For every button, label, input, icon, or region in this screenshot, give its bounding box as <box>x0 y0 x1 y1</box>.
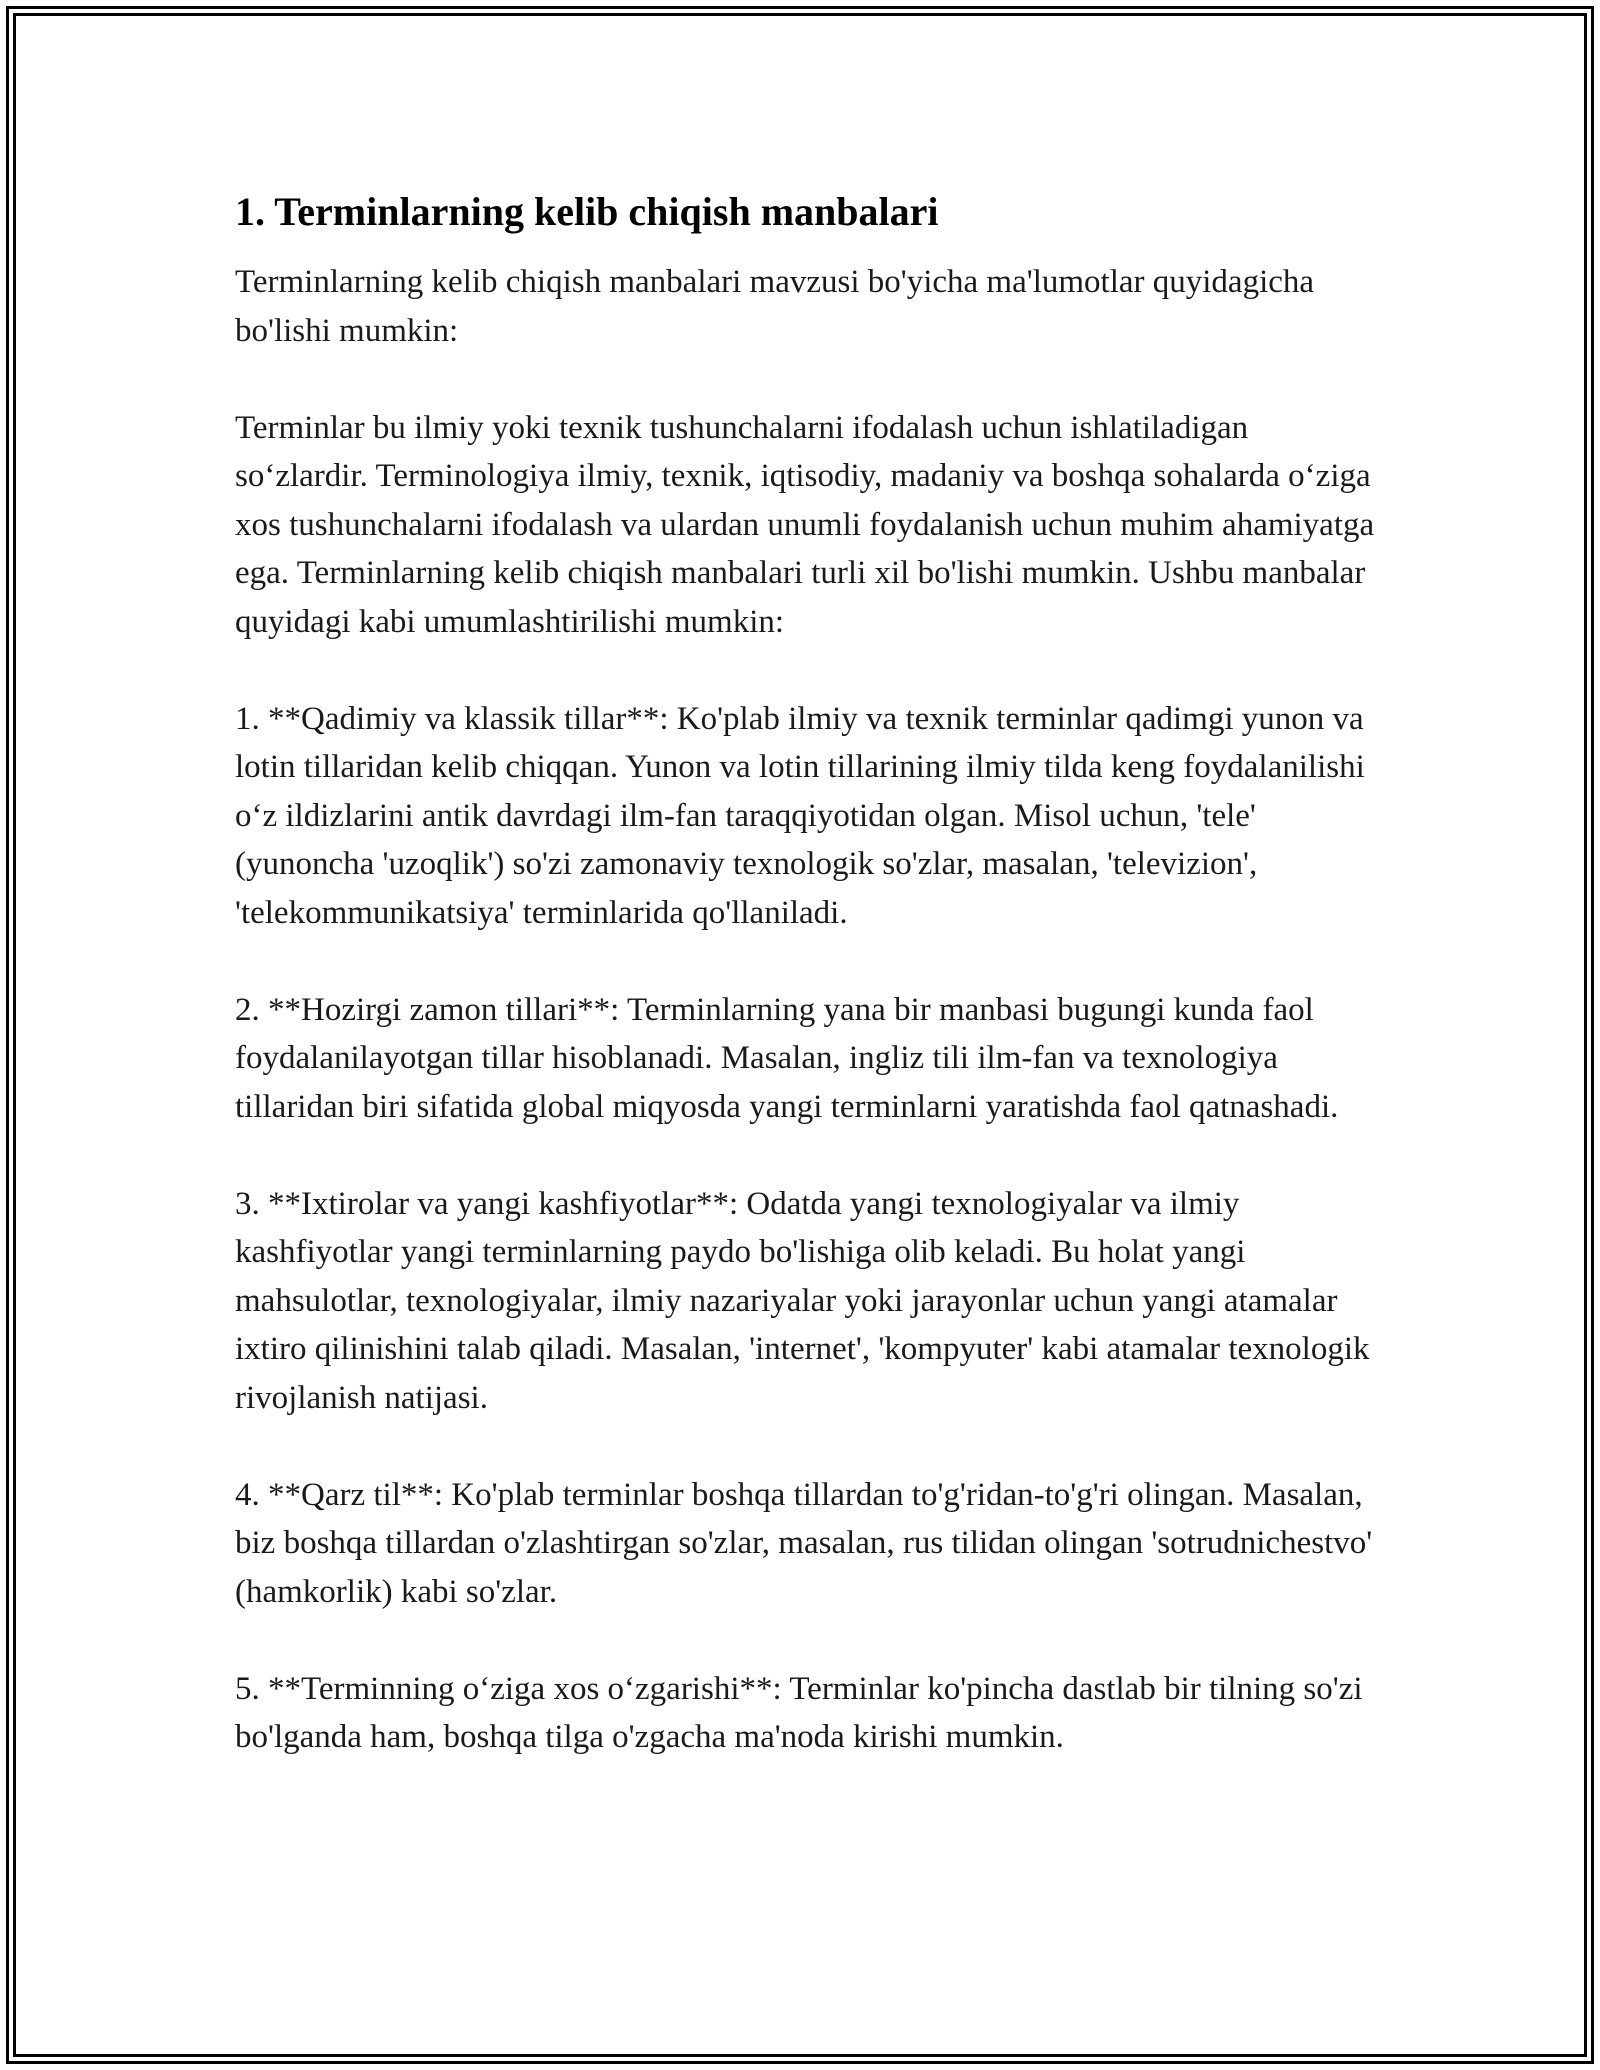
list-item-modern-languages: 2. **Hozirgi zamon tillari**: Terminlarning yana bir manbasi bugungi kunda faol foydalanilayotgan tillar hisoblanadi. Masalan, ingliz tili ilm-fan va texnologiya tillaridan biri sifatida global miqyosda yangi terminlarni yaratishda faol qatnashadi. <box>235 991 1339 1125</box>
definition-paragraph: Terminlar bu ilmiy yoki texnik tushunchalarni ifodalash uchun ishlatiladigan so‘zlardir. Terminologiya ilmiy, texnik, iqtisodiy, madaniy va boshqa sohalarda o‘ziga xos tushunchalarni ifodalash va ulardan unumli foydalanish uchun muhim ahamiyatga ega. Terminlarning kelib chiqish manbalari turli xil bo'lishi mumkin. Ushbu manbalar quyidagi kabi umumlashtirilishi mumkin: <box>235 409 1375 640</box>
section-title: 1. Terminlarning kelib chiqish manbalari <box>235 189 939 234</box>
list-item-borrowed-language: 4. **Qarz til**: Ko'plab terminlar boshqa tillardan to'g'ridan-to'g'ri olingan. Masalan, biz boshqa tillardan o'zlashtirgan so'zlar, masalan, rus tilidan olingan 'sotrudnichestvo' (hamkorlik) kabi so'zlar. <box>235 1476 1373 1610</box>
list-item-term-change: 5. **Terminning o‘ziga xos o‘zgarishi**: Terminlar ko'pincha dastlab bir tilning so'zi bo'lganda ham, boshqa tilga o'zgacha ma'noda kirishi mumkin. <box>235 1670 1363 1755</box>
list-item-ancient-languages: 1. **Qadimiy va klassik tillar**: Ko'plab ilmiy va texnik terminlar qadimgi yunon va lotin tillaridan kelib chiqqan. Yunon va lotin tillarining ilmiy tilda keng foydalanilishi o‘z ildizlarini antik davrdagi ilm-fan taraqqiyotidan olgan. Misol uchun, 'tele' (yunoncha 'uzoqlik') so'zi zamonaviy texnologik so'zlar, masalan, 'televizion', 'telekommunikatsiya' terminlarida qo'llaniladi. <box>235 700 1365 931</box>
list-item-inventions: 3. **Ixtirolar va yangi kashfiyotlar**: Odatda yangi texnologiyalar va ilmiy kashfiyotlar yangi terminlarning paydo bo'lishiga olib keladi. Bu holat yangi mahsulotlar, texnologiyalar, ilmiy nazariyalar yoki jarayonlar uchun yangi atamalar ixtiro qilinishini talab qiladi. Masalan, 'internet', 'kompyuter' kabi atamalar texnologik rivojlanish natijasi. <box>235 1185 1370 1416</box>
intro-paragraph: Terminlarning kelib chiqish manbalari mavzusi bo'yicha ma'lumotlar quyidagicha bo'lishi mumkin: <box>235 264 1315 349</box>
document-body <box>235 186 1375 1810</box>
